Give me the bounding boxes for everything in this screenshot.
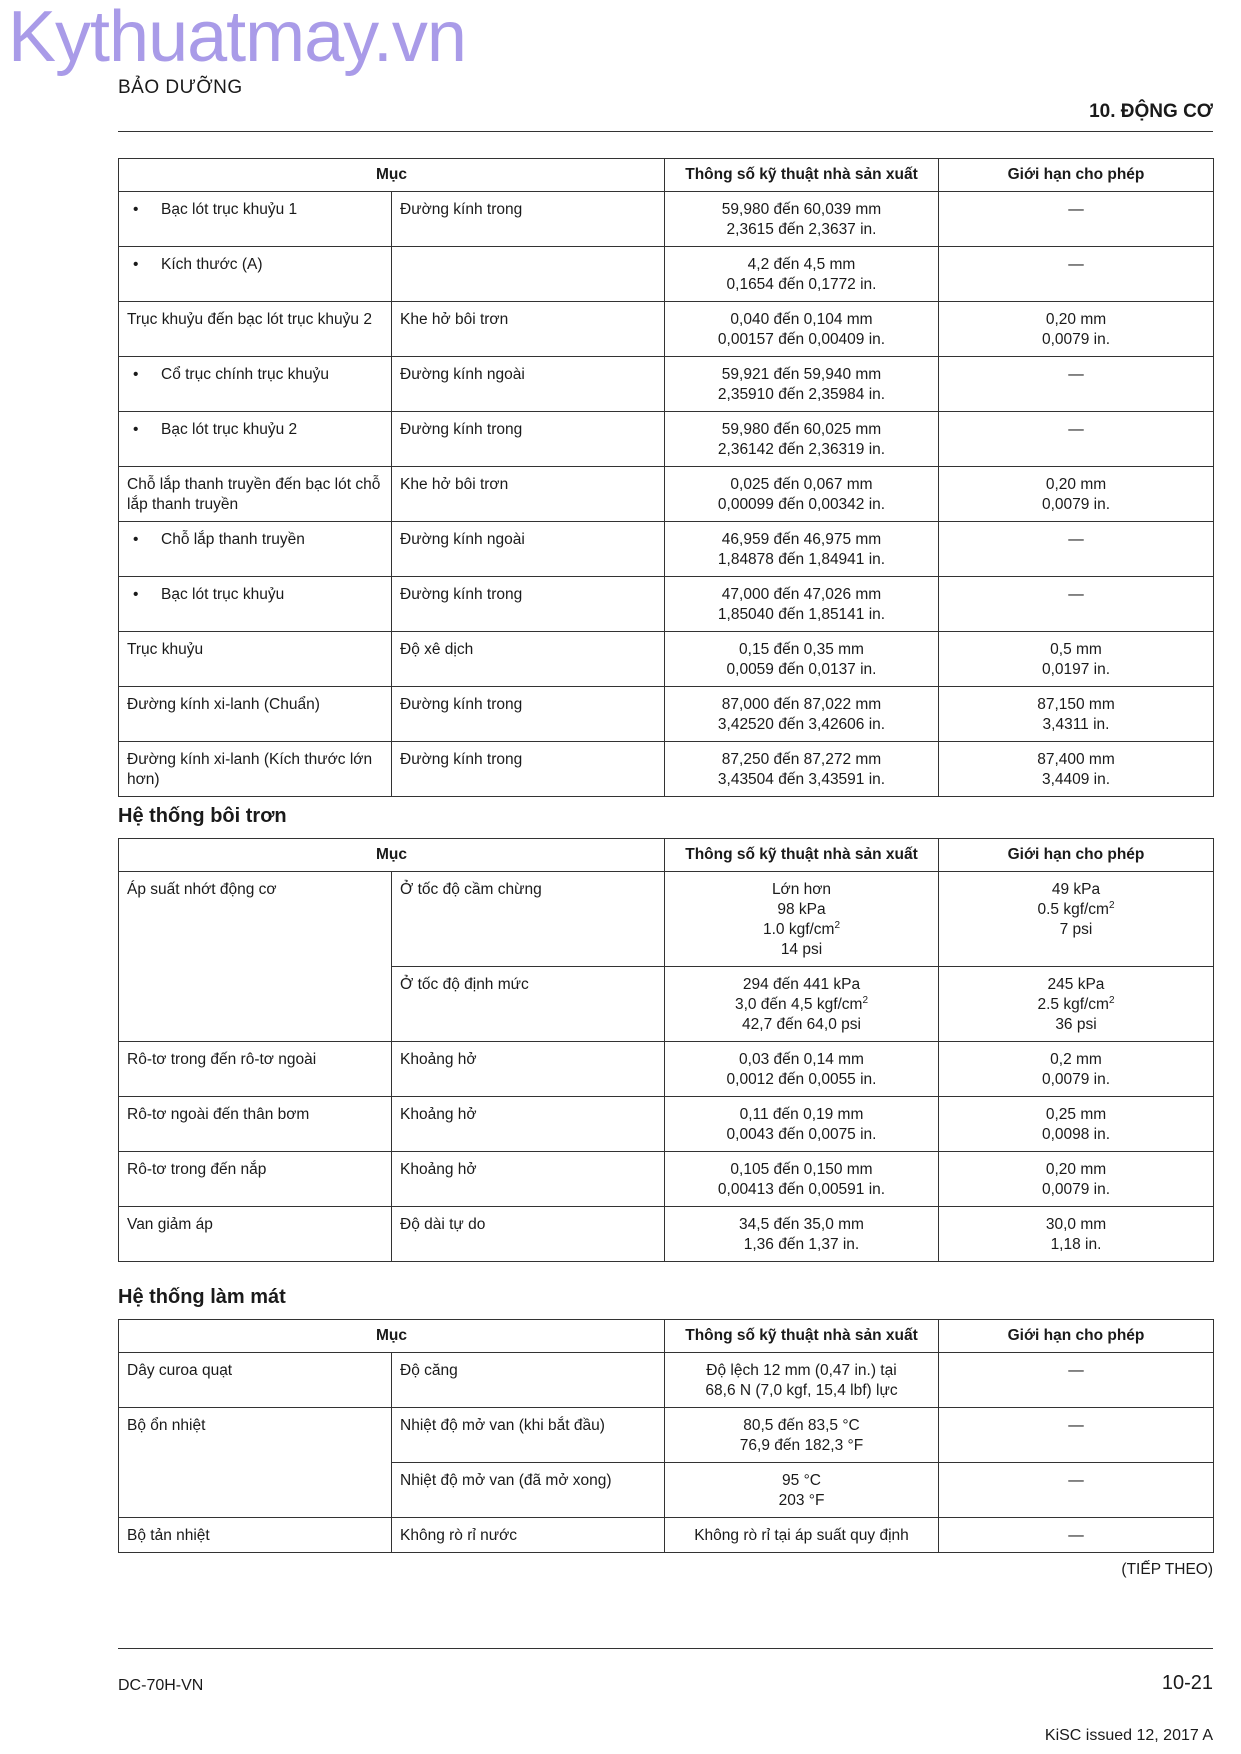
fan-belt-item: Dây curoa quạt <box>119 1353 392 1408</box>
thermostat-item: Bộ ổn nhiệt <box>119 1408 392 1518</box>
table-row <box>119 247 1214 302</box>
item-label: Đường kính xi-lanh (Chuẩn) <box>127 696 320 713</box>
param-cell: Đường kính trong <box>392 577 665 632</box>
superscript: 2 <box>834 919 841 931</box>
item-cell <box>119 742 392 797</box>
spec-line: 0,040 đến 0,104 mm <box>730 311 873 328</box>
table-row <box>119 302 1214 357</box>
spec-line: 14 psi <box>780 941 823 958</box>
spec-line: 203 °F <box>778 1492 825 1509</box>
param-cell: Độ xê dịch <box>392 632 665 687</box>
param-cell: Đường kính ngoài <box>392 522 665 577</box>
spec-line <box>673 920 930 940</box>
limit-text: 2.5 kgf/cm <box>1037 996 1109 1013</box>
bullet-icon: • <box>133 201 139 218</box>
spec-line: 95 °C <box>782 1472 821 1489</box>
thermostat-full-limit: — <box>939 1463 1214 1518</box>
table-row <box>119 412 1214 467</box>
spec-line: 0,00157 đến 0,00409 in. <box>717 331 886 348</box>
limit-line: 0,0079 in. <box>1041 331 1111 348</box>
oil-pressure-idle-spec <box>665 872 939 967</box>
bullet-icon: • <box>133 366 139 383</box>
table-row <box>119 1042 1214 1097</box>
oil-pressure-idle-limit <box>939 872 1214 967</box>
item-label: Chỗ lắp thanh truyền <box>161 531 305 548</box>
limit-line: 3,4409 in. <box>1041 771 1111 788</box>
fan-belt-param: Độ căng <box>392 1353 665 1408</box>
engine-spec-body <box>119 192 1214 797</box>
spec-line: 0,15 đến 0,35 mm <box>739 641 864 658</box>
spec-cell <box>665 577 939 632</box>
limit-line: — <box>1068 366 1084 383</box>
item-label: Kích thước (A) <box>161 256 263 273</box>
bullet-icon: • <box>133 256 139 273</box>
limit-cell <box>939 577 1214 632</box>
radiator-spec: Không rò rỉ tại áp suất quy định <box>665 1518 939 1553</box>
continued-label: (TIẾP THEO) <box>1121 1561 1213 1578</box>
item-label: Trục khuỷu đến bạc lót trục khuỷu 2 <box>127 311 372 328</box>
thermostat-full-spec <box>665 1463 939 1518</box>
spec-cell <box>665 1207 939 1262</box>
limit-cell <box>939 522 1214 577</box>
spec-text: 3,0 đến 4,5 kgf/cm <box>734 996 863 1013</box>
oil-pressure-rated-limit <box>939 967 1214 1042</box>
oil-pressure-item: Áp suất nhớt động cơ <box>119 872 392 1042</box>
section-header: BẢO DƯỠNG <box>118 77 243 98</box>
footer-rule <box>118 1648 1213 1649</box>
spec-line: 42,7 đến 64,0 psi <box>742 1016 861 1033</box>
limit-line: 36 psi <box>1055 1016 1097 1033</box>
limit-line: 87,150 mm <box>1037 696 1115 713</box>
spec-line: 0,0059 đến 0,0137 in. <box>726 661 877 678</box>
spec-cell <box>665 1042 939 1097</box>
superscript: 2 <box>1108 899 1115 911</box>
spec-cell <box>665 632 939 687</box>
document-code: DC-70H-VN <box>118 1677 204 1694</box>
limit-line: 0,5 mm <box>1050 641 1102 658</box>
limit-cell <box>939 1042 1214 1097</box>
param-cell <box>392 247 665 302</box>
issued-note: KiSC issued 12, 2017 A <box>1044 1727 1213 1744</box>
watermark-logo: Kythuatmay.vn <box>8 0 466 77</box>
bullet-icon: • <box>133 531 139 548</box>
limit-line: 87,400 mm <box>1037 751 1115 768</box>
col-header-item: Mục <box>119 839 665 872</box>
col-header-spec: Thông số kỹ thuật nhà sản xuất <box>665 839 939 872</box>
limit-line <box>947 995 1205 1015</box>
item-label: Rô-tơ trong đến nắp <box>127 1161 267 1178</box>
param-cell: Đường kính trong <box>392 742 665 797</box>
item-cell <box>119 412 392 467</box>
superscript: 2 <box>862 994 869 1006</box>
limit-line: 30,0 mm <box>1045 1216 1107 1233</box>
item-label: Bạc lót trục khuỷu 2 <box>161 421 298 438</box>
spec-line: 3,42520 đến 3,42606 in. <box>717 716 886 733</box>
item-cell <box>119 687 392 742</box>
table-row <box>119 522 1214 577</box>
fan-belt-spec <box>665 1353 939 1408</box>
limit-cell <box>939 742 1214 797</box>
limit-cell <box>939 247 1214 302</box>
limit-cell <box>939 302 1214 357</box>
spec-line: 0,1654 đến 0,1772 in. <box>726 276 877 293</box>
spec-cell <box>665 412 939 467</box>
table-row <box>119 1518 1214 1553</box>
item-cell <box>119 577 392 632</box>
spec-cell <box>665 1097 939 1152</box>
spec-line: 34,5 đến 35,0 mm <box>739 1216 864 1233</box>
oil-pressure-rated-spec <box>665 967 939 1042</box>
col-header-limit: Giới hạn cho phép <box>939 839 1214 872</box>
spec-line: 87,250 đến 87,272 mm <box>721 751 882 768</box>
thermostat-start-spec <box>665 1408 939 1463</box>
item-cell <box>119 357 392 412</box>
bullet-icon: • <box>133 586 139 603</box>
limit-cell <box>939 1207 1214 1262</box>
spec-line: 59,980 đến 60,039 mm <box>721 201 882 218</box>
table-row <box>119 1097 1214 1152</box>
thermostat-start-limit: — <box>939 1408 1214 1463</box>
item-label: Van giảm áp <box>127 1216 213 1233</box>
table-row <box>119 467 1214 522</box>
limit-cell <box>939 1097 1214 1152</box>
limit-line: — <box>1068 586 1084 603</box>
spec-line: 98 kPa <box>777 901 826 918</box>
limit-line: — <box>1068 256 1084 273</box>
spec-line: Độ lệch 12 mm (0,47 in.) tại <box>706 1362 897 1379</box>
limit-line: — <box>1068 201 1084 218</box>
spec-line: 47,000 đến 47,026 mm <box>721 586 882 603</box>
limit-cell <box>939 1152 1214 1207</box>
header-rule <box>118 131 1213 132</box>
param-cell: Đường kính trong <box>392 192 665 247</box>
fan-belt-limit: — <box>939 1353 1214 1408</box>
spec-line: 87,000 đến 87,022 mm <box>721 696 882 713</box>
col-header-limit: Giới hạn cho phép <box>939 1320 1214 1353</box>
limit-line: 0,0079 in. <box>1041 496 1111 513</box>
limit-cell <box>939 467 1214 522</box>
spec-line: 0,00099 đến 0,00342 in. <box>717 496 886 513</box>
table-row <box>119 192 1214 247</box>
spec-cell <box>665 192 939 247</box>
item-label: Bạc lót trục khuỷu <box>161 586 285 603</box>
spec-cell <box>665 357 939 412</box>
page-number: 10-21 <box>1161 1672 1213 1694</box>
spec-line: 59,921 đến 59,940 mm <box>721 366 882 383</box>
spec-line: 0,105 đến 0,150 mm <box>730 1161 873 1178</box>
limit-text: 0.5 kgf/cm <box>1037 901 1109 918</box>
limit-cell <box>939 687 1214 742</box>
spec-cell <box>665 247 939 302</box>
col-header-spec: Thông số kỹ thuật nhà sản xuất <box>665 1320 939 1353</box>
col-header-item: Mục <box>119 1320 665 1353</box>
spec-line: 0,00413 đến 0,00591 in. <box>717 1181 886 1198</box>
col-header-spec: Thông số kỹ thuật nhà sản xuất <box>665 159 939 192</box>
spec-line <box>673 995 930 1015</box>
limit-line: 0,0079 in. <box>1041 1181 1111 1198</box>
spec-line: 1,84878 đến 1,84941 in. <box>717 551 886 568</box>
item-cell <box>119 632 392 687</box>
radiator-param: Không rò rỉ nước <box>392 1518 665 1553</box>
spec-line: 0,025 đến 0,067 mm <box>730 476 873 493</box>
thermostat-full-param: Nhiệt độ mở van (đã mở xong) <box>392 1463 665 1518</box>
spec-cell <box>665 522 939 577</box>
item-cell <box>119 467 392 522</box>
item-label: Đường kính xi-lanh (Kích thước lớn hơn) <box>127 751 373 788</box>
spec-line: 0,03 đến 0,14 mm <box>739 1051 864 1068</box>
table-row <box>119 1207 1214 1262</box>
spec-line: 294 đến 441 kPa <box>742 976 861 993</box>
col-header-item: Mục <box>119 159 665 192</box>
limit-line: 1,18 in. <box>1050 1236 1102 1253</box>
radiator-limit: — <box>939 1518 1214 1553</box>
spec-text: 1.0 kgf/cm <box>762 921 835 938</box>
limit-line: 0,0079 in. <box>1041 1071 1111 1088</box>
limit-cell <box>939 412 1214 467</box>
oil-pressure-idle-param: Ở tốc độ cầm chừng <box>392 872 665 967</box>
limit-line: 0,2 mm <box>1050 1051 1102 1068</box>
spec-line: 1,85040 đến 1,85141 in. <box>717 606 886 623</box>
item-label: Bạc lót trục khuỷu 1 <box>161 201 298 218</box>
item-cell <box>119 1097 392 1152</box>
item-label: Chỗ lắp thanh truyền đến bạc lót chỗ lắp thanh truyền <box>127 476 381 513</box>
item-cell <box>119 247 392 302</box>
cooling-title: Hệ thống làm mát <box>118 1286 286 1308</box>
table-row <box>119 1353 1214 1408</box>
spec-line: 3,43504 đến 3,43591 in. <box>717 771 886 788</box>
param-cell: Đường kính trong <box>392 687 665 742</box>
chapter-title: 10. ĐỘNG CƠ <box>1089 101 1213 122</box>
lubrication-body <box>119 1042 1214 1262</box>
spec-line: 2,3615 đến 2,3637 in. <box>726 221 877 238</box>
param-cell: Khe hở bôi trơn <box>392 467 665 522</box>
limit-line: 0,20 mm <box>1045 311 1107 328</box>
param-cell: Độ dài tự do <box>392 1207 665 1262</box>
spec-line: 80,5 đến 83,5 °C <box>743 1417 860 1434</box>
limit-line: 0,20 mm <box>1045 1161 1107 1178</box>
table-header-row <box>119 839 1214 872</box>
table-header-row <box>119 159 1214 192</box>
table-row <box>119 687 1214 742</box>
item-label: Trục khuỷu <box>127 641 204 658</box>
limit-line: 0,0197 in. <box>1041 661 1111 678</box>
table-header-row <box>119 1320 1214 1353</box>
table-row <box>119 1152 1214 1207</box>
table-row <box>119 742 1214 797</box>
bullet-icon: • <box>133 421 139 438</box>
spec-line: 68,6 N (7,0 kgf, 15,4 lbf) lực <box>705 1382 898 1399</box>
limit-line: — <box>1068 421 1084 438</box>
table-row <box>119 872 1214 967</box>
table-row <box>119 1408 1214 1463</box>
oil-pressure-rated-param: Ở tốc độ định mức <box>392 967 665 1042</box>
spec-line: 59,980 đến 60,025 mm <box>721 421 882 438</box>
limit-line <box>947 900 1205 920</box>
spec-line: 0,11 đến 0,19 mm <box>739 1106 864 1123</box>
spec-line: Lớn hơn <box>771 881 832 898</box>
table-row <box>119 357 1214 412</box>
limit-line: 0,0098 in. <box>1041 1126 1111 1143</box>
spec-line: 1,36 đến 1,37 in. <box>743 1236 860 1253</box>
spec-line: 2,36142 đến 2,36319 in. <box>717 441 886 458</box>
radiator-item: Bộ tản nhiệt <box>119 1518 392 1553</box>
item-cell <box>119 302 392 357</box>
limit-line: 245 kPa <box>1047 976 1105 993</box>
param-cell: Khoảng hở <box>392 1097 665 1152</box>
param-cell: Đường kính trong <box>392 412 665 467</box>
limit-cell <box>939 632 1214 687</box>
param-cell: Khe hở bôi trơn <box>392 302 665 357</box>
spec-cell <box>665 687 939 742</box>
spec-cell <box>665 467 939 522</box>
item-cell <box>119 1042 392 1097</box>
spec-line: 46,959 đến 46,975 mm <box>721 531 882 548</box>
lubrication-table <box>118 838 1214 1262</box>
table-row <box>119 632 1214 687</box>
thermostat-start-param: Nhiệt độ mở van (khi bắt đầu) <box>392 1408 665 1463</box>
spec-cell <box>665 742 939 797</box>
item-label: Rô-tơ ngoài đến thân bơm <box>127 1106 310 1123</box>
spec-line: 4,2 đến 4,5 mm <box>747 256 856 273</box>
spec-line: 2,35910 đến 2,35984 in. <box>717 386 886 403</box>
limit-line: — <box>1068 531 1084 548</box>
col-header-limit: Giới hạn cho phép <box>939 159 1214 192</box>
table-row <box>119 577 1214 632</box>
limit-line: 49 kPa <box>1051 881 1101 898</box>
item-cell <box>119 1207 392 1262</box>
item-label: Rô-tơ trong đến rô-tơ ngoài <box>127 1051 317 1068</box>
limit-cell <box>939 357 1214 412</box>
cooling-table <box>118 1319 1214 1553</box>
item-label: Cổ trục chính trục khuỷu <box>161 366 329 383</box>
spec-line: 0,0012 đến 0,0055 in. <box>726 1071 877 1088</box>
limit-line: 7 psi <box>1059 921 1093 938</box>
spec-cell <box>665 1152 939 1207</box>
limit-line: 0,25 mm <box>1045 1106 1107 1123</box>
param-cell: Khoảng hở <box>392 1152 665 1207</box>
lubrication-title: Hệ thống bôi trơn <box>118 805 287 827</box>
param-cell: Đường kính ngoài <box>392 357 665 412</box>
item-cell <box>119 192 392 247</box>
limit-line: 3,4311 in. <box>1042 716 1110 733</box>
superscript: 2 <box>1108 994 1115 1006</box>
item-cell <box>119 522 392 577</box>
spec-line: 0,0043 đến 0,0075 in. <box>726 1126 877 1143</box>
spec-line: 76,9 đến 182,3 °F <box>739 1437 864 1454</box>
engine-spec-table <box>118 158 1214 797</box>
item-cell <box>119 1152 392 1207</box>
limit-cell <box>939 192 1214 247</box>
spec-cell <box>665 302 939 357</box>
limit-line: 0,20 mm <box>1045 476 1107 493</box>
param-cell: Khoảng hở <box>392 1042 665 1097</box>
